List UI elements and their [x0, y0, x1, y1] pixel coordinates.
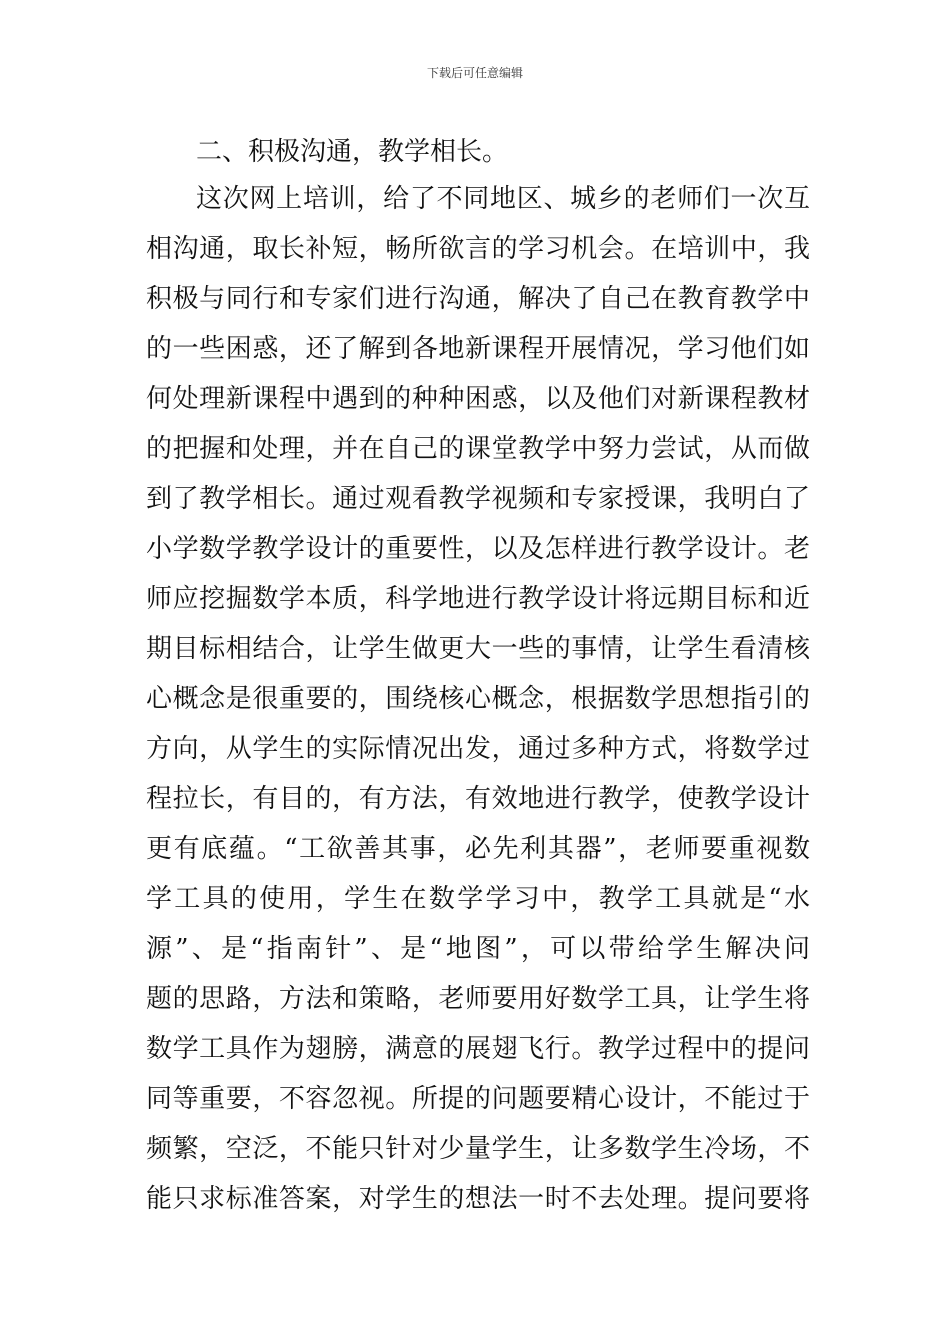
paragraph-line: 何处理新课程中遇到的种种困惑，以及他们对新课程教材 — [146, 384, 810, 414]
paragraph-line: 程拉长，有目的，有方法，有效地进行教学，使教学设计 — [146, 784, 810, 814]
paragraph-line: 这次网上培训，给了不同地区、城乡的老师们一次互 — [196, 184, 810, 214]
paragraph-line: 能只求标准答案，对学生的想法一时不去处理。提问要将 — [146, 1184, 810, 1214]
body-paragraph — [146, 174, 810, 1224]
paragraph-line: 更有底蕴。“工欲善其事，必先利其器”，老师要重视数 — [146, 834, 810, 864]
paragraph-line: 师应挖掘数学本质，科学地进行教学设计将远期目标和近 — [146, 584, 810, 614]
paragraph-line: 同等重要，不容忽视。所提的问题要精心设计，不能过于 — [146, 1084, 810, 1114]
paragraph-line: 到了教学相长。通过观看教学视频和专家授课，我明白了 — [146, 484, 810, 514]
paragraph-line: 的一些困惑，还了解到各地新课程开展情况，学习他们如 — [146, 334, 810, 364]
paragraph-line: 心概念是很重要的，围绕核心概念，根据数学思想指引的 — [146, 684, 810, 714]
paragraph-line: 频繁，空泛，不能只针对少量学生，让多数学生冷场，不 — [146, 1134, 810, 1164]
paragraph-line: 源”、是“指南针”、是“地图”，可以带给学生解决问 — [146, 934, 810, 964]
paragraph-line: 的把握和处理，并在自己的课堂教学中努力尝试，从而做 — [146, 434, 810, 464]
page-header: 下载后可任意编辑 — [426, 66, 523, 80]
section-heading: 二、积极沟通，教学相长。 — [196, 137, 509, 167]
paragraph-line: 期目标相结合，让学生做更大一些的事情，让学生看清核 — [146, 634, 810, 664]
paragraph-line: 相沟通，取长补短，畅所欲言的学习机会。在培训中，我 — [146, 234, 810, 264]
paragraph-line: 题的思路，方法和策略，老师要用好数学工具，让学生将 — [146, 984, 810, 1014]
paragraph-line: 学工具的使用，学生在数学学习中，教学工具就是“水 — [146, 884, 810, 914]
paragraph-line: 方向，从学生的实际情况出发，通过多种方式，将数学过 — [146, 734, 810, 764]
paragraph-line: 小学数学教学设计的重要性，以及怎样进行教学设计。老 — [146, 534, 810, 564]
paragraph-line: 数学工具作为翅膀，满意的展翅飞行。教学过程中的提问 — [146, 1034, 810, 1064]
paragraph-line: 积极与同行和专家们进行沟通，解决了自己在教育教学中 — [146, 284, 810, 314]
